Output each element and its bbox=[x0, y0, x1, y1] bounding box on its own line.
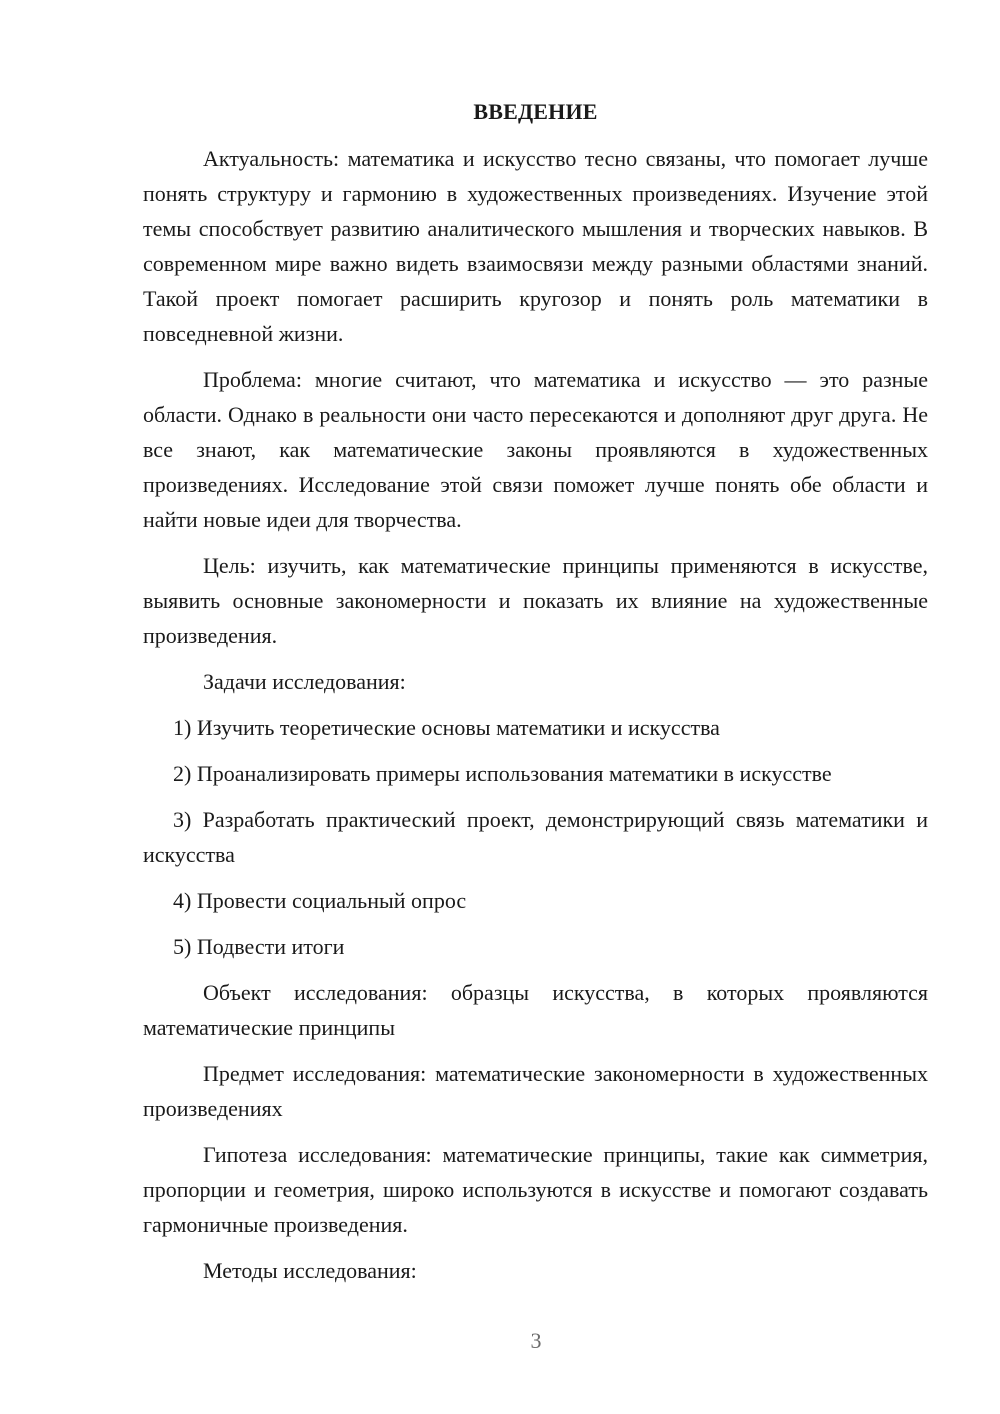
task-item: 1) Изучить теоретические основы математики и искусства bbox=[173, 715, 720, 740]
page-content bbox=[143, 94, 928, 1299]
task-item: 4) Провести социальный опрос bbox=[173, 888, 467, 913]
object-paragraph: Объект исследования: образцы искусства, в которых проявляются математические принципы bbox=[143, 980, 928, 1040]
goal-paragraph: Цель: изучить, как математические принципы применяются в искусстве, выявить основные закономерности и показать их влияние на художественные произведения. bbox=[143, 553, 928, 648]
problem-paragraph: Проблема: многие считают, что математика и искусство — это разные области. Однако в реальности они часто пересекаются и дополняют друг друга. Не все знают, как математические законы проявляются в художественных произведениях. Исследование этой связи поможет лучше понять обе области и найти новые идеи для творчества. bbox=[143, 367, 928, 532]
task-item: 5) Подвести итоги bbox=[173, 934, 345, 959]
task-item: 2) Проанализировать примеры использования математики в искусстве bbox=[173, 761, 832, 786]
section-title: ВВЕДЕНИЕ bbox=[473, 99, 598, 124]
subject-paragraph: Предмет исследования: математические закономерности в художественных произведениях bbox=[143, 1061, 928, 1121]
task-item: 3) Разработать практический проект, демонстрирующий связь математики и искусства bbox=[143, 807, 928, 867]
relevance-paragraph: Актуальность: математика и искусство тесно связаны, что помогает лучше понять структуру и гармонию в художественных произведениях. Изучение этой темы способствует развитию аналитического мышления и творческих навыков. В современном мире важно видеть взаимосвязи между разными областями знаний. Такой проект помогает расширить кругозор и понять роль математики в повседневной жизни. bbox=[143, 146, 928, 346]
tasks-heading: Задачи исследования: bbox=[203, 669, 406, 694]
methods-heading: Методы исследования: bbox=[203, 1258, 417, 1283]
hypothesis-paragraph: Гипотеза исследования: математические принципы, такие как симметрия, пропорции и геометрия, широко используются в искусстве и помогают создавать гармоничные произведения. bbox=[143, 1142, 928, 1237]
page-number: 3 bbox=[530, 1328, 542, 1353]
